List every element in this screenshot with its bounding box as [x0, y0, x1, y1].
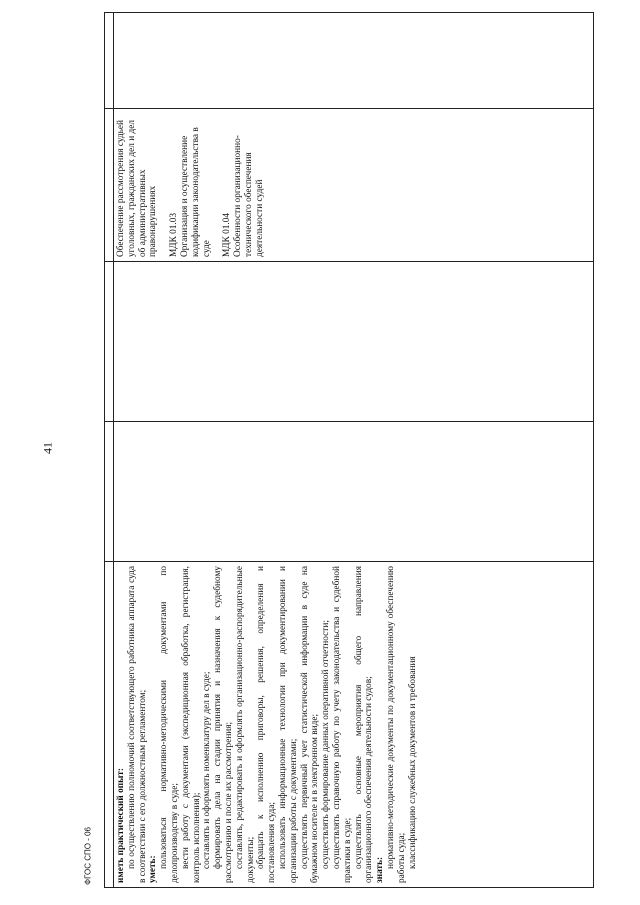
ability-item: осуществлять справочную работу по учету законодательства и судебной практики в суде; [331, 566, 353, 883]
knowledge-heading: знать: [375, 856, 386, 883]
footer-code: ФГОС СПО - 06 [83, 827, 93, 885]
competency-table [104, 12, 594, 888]
table-cell [104, 12, 113, 109]
course-intro: Обеспечение рассмотрения судьей уголовных, гражданских дел и дел об административных правонарушениях [116, 119, 159, 257]
table-row [113, 12, 594, 888]
practical-text: по осуществлению полномочий соответствующего работника аппарата суда в соответствии с его должностным регламентом; [126, 566, 148, 883]
table-cell-empty [113, 12, 594, 109]
ability-item: составлять и оформлять номенклатуру дел в суде; [202, 671, 213, 869]
courses-cell [113, 109, 594, 262]
table-frame [104, 12, 594, 888]
abilities-heading: уметь: [148, 855, 159, 883]
knowledge-item: нормативно-методические документы по документационному обеспечению работы суда; [385, 566, 407, 883]
ability-item: пользоваться нормативно-методическими документами по делопроизводству в суде; [159, 566, 180, 883]
table-cell-empty [113, 422, 594, 562]
knowledge-item: классификацию служебных документов и требования [407, 656, 418, 869]
table-cell [104, 422, 113, 562]
table-cell [104, 109, 113, 262]
ability-item: осуществлять формирование данных оперативной отчетности; [321, 620, 332, 869]
mdk-01-03-title: Организация и осуществление кодификации законодательства в суде [179, 127, 212, 257]
ability-item: обращать к исполнению приговоры, решения, определения и постановления суда; [256, 566, 278, 883]
table-cell [104, 262, 113, 422]
mdk-01-04-code: МДК 01.04 [222, 212, 233, 257]
page-number: 41 [40, 442, 55, 454]
table-cell [104, 562, 113, 888]
mdk-01-03-code: МДК 01.03 [169, 212, 180, 257]
practical-heading: иметь практический опыт: [116, 767, 126, 883]
table-row-previous [104, 12, 113, 888]
ability-item: использовать информационные технологии при документировании и организации работы с документами; [277, 566, 299, 883]
ability-item: осуществлять первичный учет статистической информации в суде на бумажном носителе и в электронном виде; [299, 566, 321, 883]
ability-item: осуществлять основные мероприятия общего направления организационного обеспечения деятельности судов; [353, 566, 375, 883]
ability-item: составлять, редактировать и оформлять организационно-распорядительные документы; [234, 566, 256, 883]
table-cell-empty [113, 262, 594, 422]
ability-item: формировать дела на стадии принятия и назначения к судебному рассмотрению и после их рассмотрения; [213, 566, 234, 883]
mdk-01-04-title: Особенности организационно-технического обеспечения деятельности судей [233, 135, 265, 257]
skills-cell [113, 562, 594, 888]
ability-item: вести работу с документами (экспедиционная обработка, регистрация, контроль исполнения); [180, 566, 202, 883]
